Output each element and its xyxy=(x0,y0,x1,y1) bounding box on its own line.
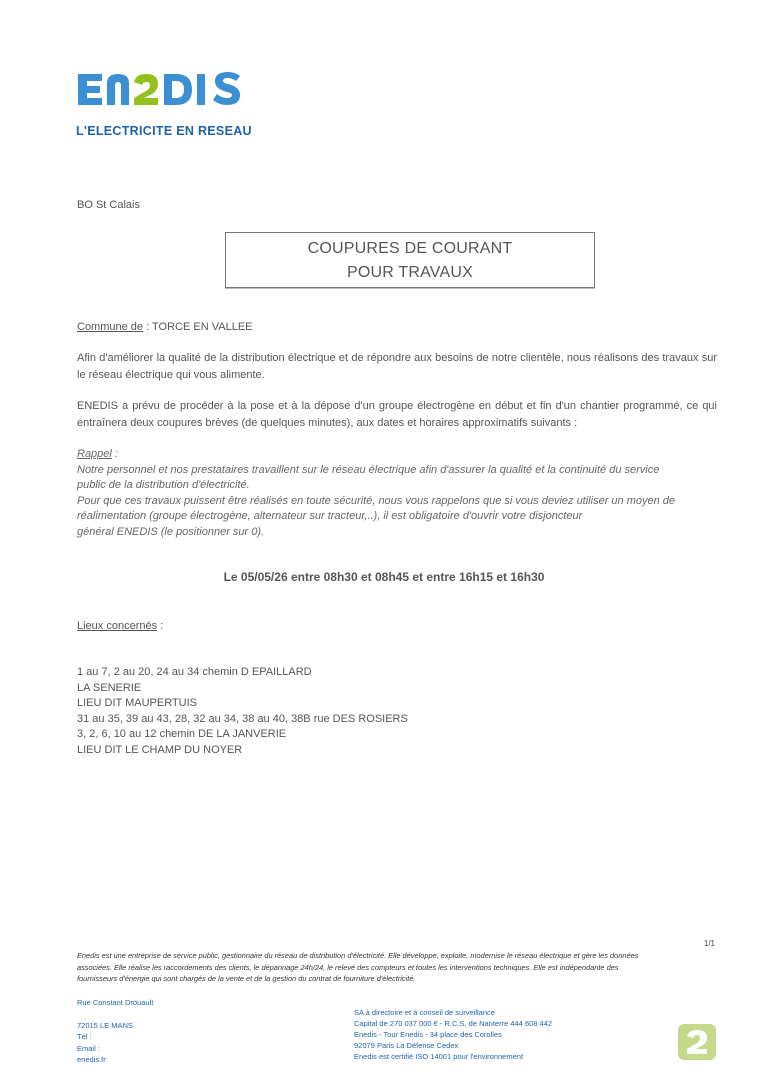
address-item: LIEU DIT LE CHAMP DU NOYER xyxy=(77,743,243,756)
commune-separator: : xyxy=(143,321,153,333)
footer-info-line-4: 92079 Paris La Défense Cedex xyxy=(354,1041,459,1050)
footer-website-link[interactable]: enedis.fr xyxy=(77,1055,106,1064)
footer-info-line-3: Enedis - Tour Enedis - 34 place des Corolles xyxy=(354,1030,502,1039)
rappel-line-1: Notre personnel et nos prestataires travaillent sur le réseau électrique afin d'assurer la qualité et la continuité du service xyxy=(77,463,660,476)
rappel-block xyxy=(77,447,717,540)
commune-value: TORCE EN VALLEE xyxy=(152,321,253,333)
address-item: 31 au 35, 39 au 43, 28, 32 au 34, 38 au 40, 38B rue DES ROSIERS xyxy=(77,712,408,725)
enedis-mini-logo-icon xyxy=(678,1024,716,1060)
legal-line-3: fournisseurs d'énergie qui sont chargés de la vente et de la gestion du contrat de fourniture d'électricité. xyxy=(77,974,416,983)
footer-city: 72015 LE MANS xyxy=(77,1020,133,1030)
address-item: LA SENERIE xyxy=(77,681,142,694)
outage-paragraph: ENEDIS a prévu de procéder à la pose et à la dépose d'un groupe électrogène en début et fin d'un chantier programmé, ce qui entraînera deux coupures brèves (de quelques minutes), aux dates et horaires approximatifs suivants : xyxy=(77,400,717,429)
footer-info-line-2: Capital de 270 037 000 € - R.C.S. de Nanterre 444 608 442 xyxy=(354,1019,553,1028)
footer-email: Email : xyxy=(77,1043,100,1053)
legal-notice xyxy=(77,950,717,985)
footer-tel: Tél : xyxy=(77,1032,92,1041)
footer-street: Rue Constant Drouault xyxy=(77,998,154,1007)
address-item: 1 au 7, 2 au 20, 24 au 34 chemin D EPAILLARD xyxy=(77,666,312,678)
address-list xyxy=(77,665,408,759)
lieux-heading xyxy=(77,620,163,632)
title-box xyxy=(225,232,595,288)
title-line-2: POUR TRAVAUX xyxy=(347,264,473,281)
footer-company-info xyxy=(354,1007,552,1062)
sender-office: BO St Calais xyxy=(77,199,140,211)
commune-line xyxy=(77,321,253,333)
lieux-label: Lieux concernés xyxy=(77,620,158,632)
commune-label: Commune de xyxy=(77,321,144,333)
address-item: 3, 2, 6, 10 au 12 chemin DE LA JANVERIE xyxy=(77,728,287,741)
footer-info-line-1: SA à directoire et à conseil de surveillance xyxy=(354,1008,495,1017)
title-line-1: COUPURES DE COURANT xyxy=(307,240,513,257)
outage-schedule: Le 05/05/26 entre 08h30 et 08h45 et entre 16h15 et 16h30 xyxy=(223,570,545,584)
rappel-label: Rappel xyxy=(77,448,112,460)
rappel-colon: : xyxy=(111,448,118,460)
legal-line-2: associées. Elle réalise les raccordements des clients, le dépannage 24h/24, le relevé des compteurs et toutes les interventions techniques. Elle est indépendante des xyxy=(77,962,619,972)
legal-line-1: Enedis est une entreprise de service public, gestionnaire du réseau de distribution d'électricité. Elle développe, exploite, modernise le réseau électrique et gère les données xyxy=(77,951,639,960)
rappel-line-3: Pour que ces travaux puissent être réalisés en toute sécurité, nous vous rappelons que si vous deviez utiliser un moyen de xyxy=(77,494,676,507)
enedis-logo xyxy=(76,68,256,138)
page-number: 1/1 xyxy=(703,939,715,948)
logo-tagline: L'ELECTRICITE EN RESEAU xyxy=(76,124,252,138)
lieux-colon: : xyxy=(157,620,164,632)
footer-address xyxy=(77,997,153,1066)
address-item: LIEU DIT MAUPERTUIS xyxy=(77,697,198,710)
intro-paragraph: Afin d'améliorer la qualité de la distribution électrique et de répondre aux besoins de notre clientèle, nous réalisons des travaux sur le réseau électrique qui vous alimente. xyxy=(77,352,717,381)
logo-wordmark xyxy=(76,68,256,120)
rappel-line-2: public de la distribution d'électricité. xyxy=(77,479,250,491)
footer-info-line-5: Enedis est certifié ISO 14001 pour l'environnement xyxy=(354,1052,524,1061)
rappel-line-4: réalimentation (groupe électrogène, alternateur sur tracteur,..), il est obligatoire d'ouvrir votre disjoncteur xyxy=(77,510,583,522)
rappel-line-5: général ENEDIS (le positionner sur 0). xyxy=(77,525,265,538)
enedis-wordmark-graphic xyxy=(76,68,246,112)
